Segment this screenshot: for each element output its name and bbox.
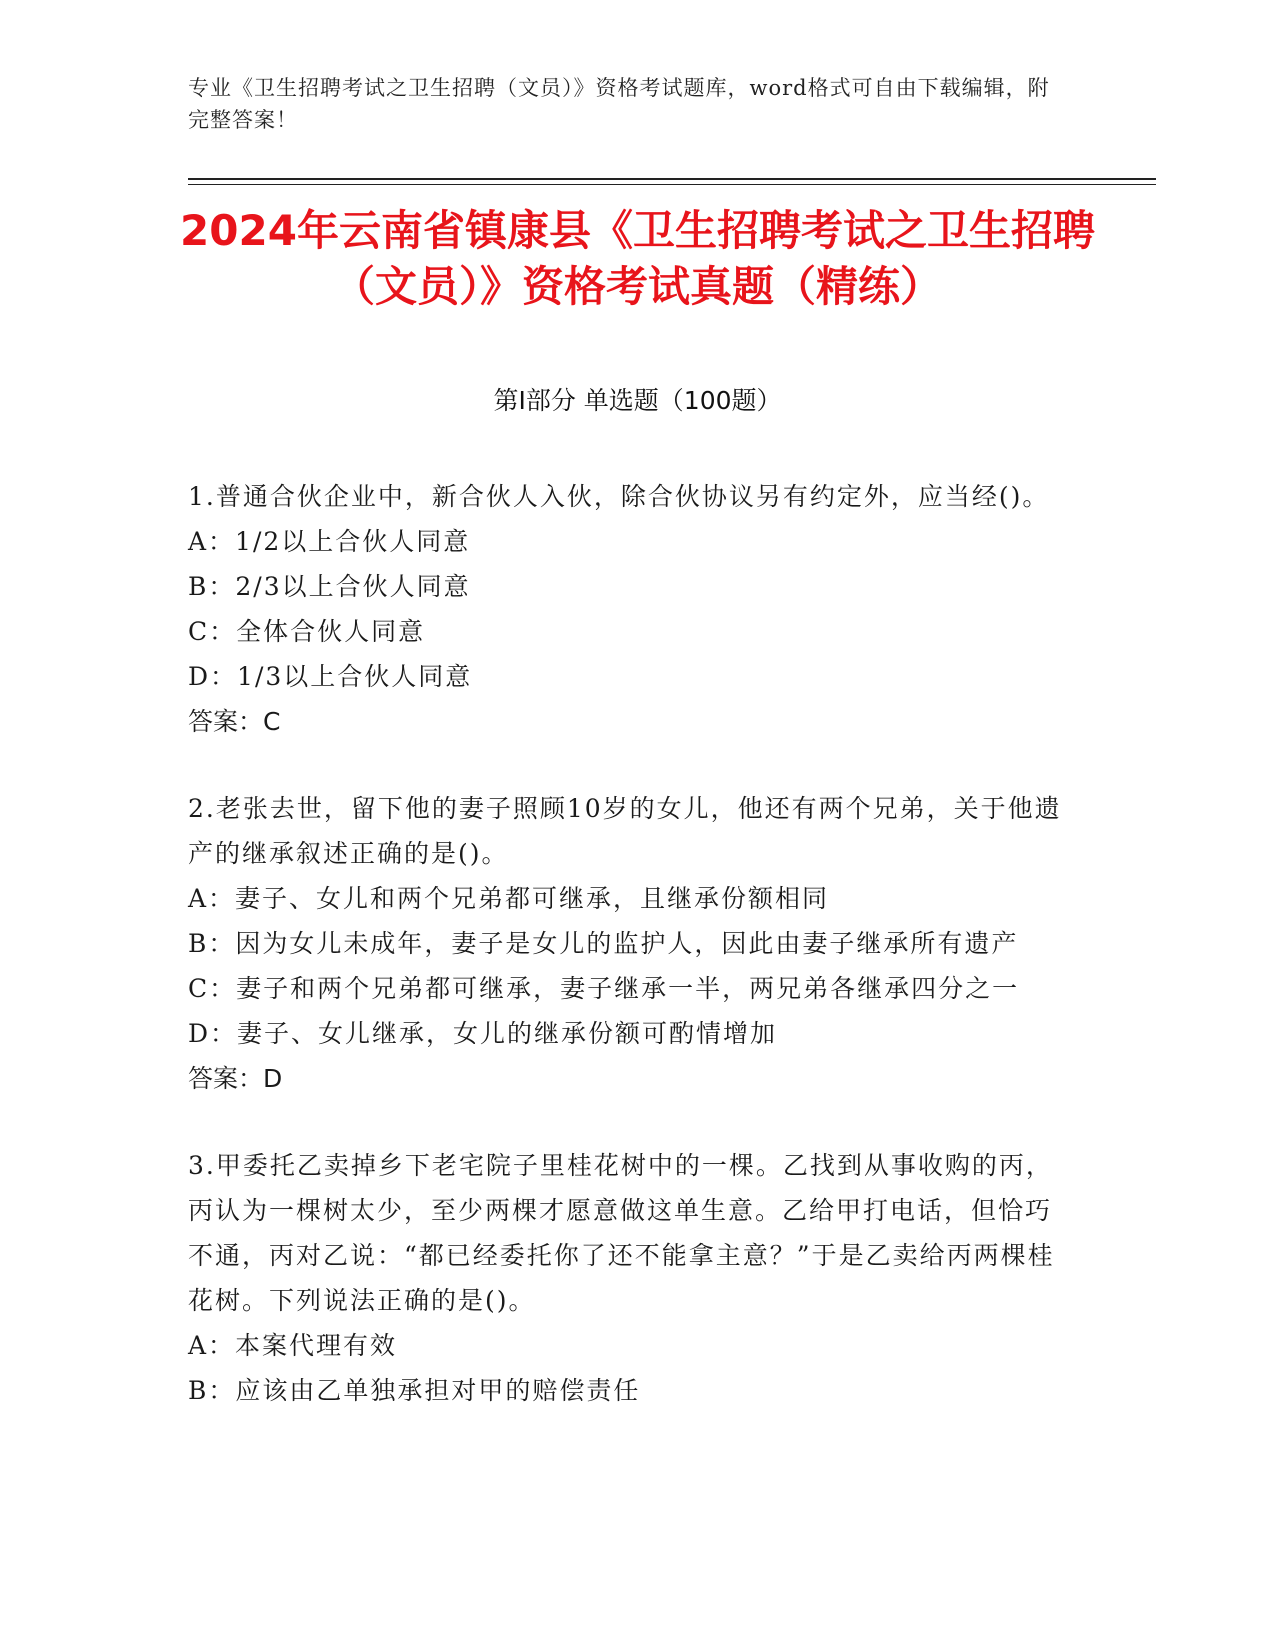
option-b: B：因为女儿未成年，妻子是女儿的监护人，因此由妻子继承所有遗产 xyxy=(188,929,1019,958)
option-b: B：2/3以上合伙人同意 xyxy=(188,572,471,601)
answer: 答案：D xyxy=(188,1064,283,1093)
option-d: D：妻子、女儿继承，女儿的继承份额可酌情增加 xyxy=(188,1019,778,1048)
question-1 xyxy=(188,474,1068,744)
option-d: D：1/3以上合伙人同意 xyxy=(188,662,473,691)
header-note: 专业《卫生招聘考试之卫生招聘（文员）》资格考试题库，word格式可自由下载编辑，附完整答案！ xyxy=(188,76,1050,132)
section-title: 第I部分 单选题（100题） xyxy=(493,386,782,415)
option-a: A：1/2以上合伙人同意 xyxy=(188,527,471,556)
option-b: B：应该由乙单独承担对甲的赔偿责任 xyxy=(188,1376,641,1405)
question-2 xyxy=(188,786,1068,1101)
question-stem: 3.甲委托乙卖掉乡下老宅院子里桂花树中的一棵。乙找到从事收购的丙，丙认为一棵树太少，至少两棵才愿意做这单生意。乙给甲打电话，但恰巧不通，丙对乙说：“都已经委托你了还不能拿主意？”于是乙卖给丙两棵桂花树。下列说法正确的是()。 xyxy=(188,1151,1055,1315)
header-divider-thick xyxy=(188,178,1156,180)
option-c: C：全体合伙人同意 xyxy=(188,617,426,646)
option-a: A：妻子、女儿和两个兄弟都可继承，且继承份额相同 xyxy=(188,884,830,913)
document-title: 2024年云南省镇康县《卫生招聘考试之卫生招聘（文员）》资格考试真题（精练） xyxy=(180,206,1095,311)
option-c: C：妻子和两个兄弟都可继承，妻子继承一半，两兄弟各继承四分之一 xyxy=(188,974,1020,1003)
answer: 答案：C xyxy=(188,707,281,736)
header-divider-thin xyxy=(188,184,1156,185)
question-3 xyxy=(188,1143,1068,1413)
question-stem: 1.普通合伙企业中，新合伙人入伙，除合伙协议另有约定外，应当经()。 xyxy=(188,482,1050,511)
option-a: A：本案代理有效 xyxy=(188,1331,398,1360)
question-stem: 2.老张去世，留下他的妻子照顾10岁的女儿，他还有两个兄弟，关于他遗产的继承叙述正确的是()。 xyxy=(188,794,1062,868)
question-list xyxy=(188,474,1068,1455)
